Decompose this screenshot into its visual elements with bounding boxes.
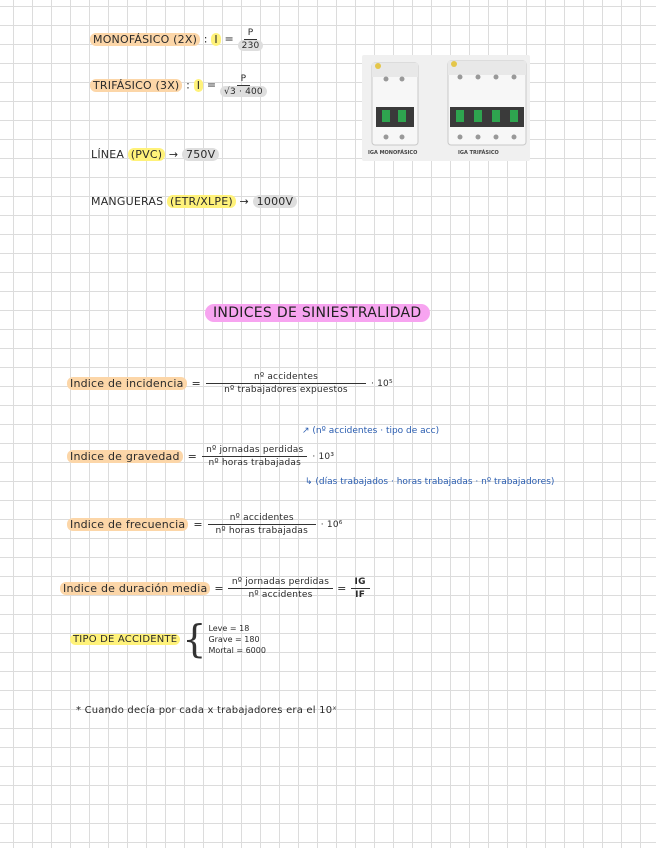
incidencia-label: Indice de incidencia [67, 377, 187, 390]
indice-incidencia-row [67, 372, 393, 395]
breaker-photo [362, 55, 530, 161]
gravedad-label: Indice de gravedad [67, 450, 183, 463]
tipo-accidente-block [70, 617, 266, 661]
incidencia-fraction [206, 372, 366, 395]
monofasico-numerator: P [244, 28, 258, 40]
mangueras-material: (ETR/XLPE) [167, 195, 236, 208]
gravedad-note-top-text: (nº accidentes · tipo de acc) [312, 426, 440, 436]
gravedad-note-bottom-text: (días trabajados · horas trabajadas · nº trabajadores) [315, 477, 555, 487]
duracion-equals: = [214, 582, 224, 595]
duracion-fraction [228, 577, 333, 600]
footnote: * Cuando decía por cada x trabajadores era el 10ˣ [76, 705, 337, 716]
duracion-numerator-2: IG [351, 577, 370, 589]
mangueras-voltage: 1000V [253, 195, 298, 208]
frecuencia-equals: = [193, 518, 203, 531]
gravedad-multiplier: · 10³ [312, 451, 335, 462]
note-arrow-down-icon: ↳ [305, 477, 313, 487]
indice-gravedad-row [67, 445, 334, 468]
frecuencia-denominator: nº horas trabajadas [215, 526, 309, 536]
duracion-label: Indice de duración media [60, 582, 210, 595]
gravedad-equals: = [187, 450, 198, 463]
linea-voltage: 750V [182, 148, 219, 161]
indice-frecuencia-row [67, 513, 343, 536]
left-brace-icon: { [182, 617, 207, 661]
duracion-fraction-2 [351, 577, 370, 600]
trifasico-current-symbol: I [194, 79, 203, 92]
frecuencia-label: Indice de frecuencia [67, 518, 188, 531]
gravedad-note-bottom [305, 477, 554, 487]
section-title [205, 305, 430, 321]
duracion-denominator-2: IF [355, 590, 366, 600]
tipo-accidente-mortal: Mortal = 6000 [208, 645, 266, 655]
monofasico-denominator: 230 [238, 40, 264, 51]
monofasico-fraction [238, 28, 264, 51]
trifasico-label: TRIFÁSICO (3X) [90, 79, 182, 92]
tipo-accidente-label: TIPO DE ACCIDENTE [70, 634, 180, 645]
gravedad-note-top [302, 426, 439, 436]
trifasico-equals: = [206, 78, 217, 92]
section-title-text: INDICES DE SINIESTRALIDAD [205, 304, 430, 322]
duracion-equals-2: = [337, 582, 347, 595]
monofasico-formula [90, 28, 263, 51]
tipo-accidente-leve: Leve = 18 [208, 623, 250, 633]
monofasico-label: MONOFÁSICO (2X) [90, 33, 200, 46]
trifasico-numerator: P [237, 74, 251, 86]
gravedad-fraction [202, 445, 307, 468]
breaker-caption-left: IGA MONOFÁSICO [368, 150, 418, 156]
linea-label: LÍNEA [91, 148, 125, 161]
monofasico-colon: : [203, 32, 208, 46]
tipo-accidente-grave: Grave = 180 [208, 634, 260, 644]
three-phase-breaker-icon [448, 61, 526, 145]
breaker-illustration [362, 55, 530, 161]
linea-pvc-row [91, 148, 219, 161]
monofasico-equals: = [224, 32, 234, 46]
mangueras-arrow: → [239, 195, 249, 208]
linea-arrow: → [168, 148, 179, 161]
trifasico-formula [90, 74, 267, 97]
note-arrow-up-icon: ↗ [302, 426, 310, 436]
frecuencia-fraction [208, 513, 316, 536]
frecuencia-numerator: nº accidentes [208, 513, 316, 525]
gravedad-denominator: nº horas trabajadas [208, 458, 301, 468]
tipo-accidente-list [208, 624, 266, 655]
single-phase-breaker-icon [372, 63, 418, 145]
incidencia-denominator: nº trabajadores expuestos [224, 385, 348, 395]
duracion-numerator: nº jornadas perdidas [228, 577, 333, 589]
incidencia-multiplier: · 10⁵ [370, 378, 393, 389]
gravedad-numerator: nº jornadas perdidas [202, 445, 307, 457]
incidencia-numerator: nº accidentes [206, 372, 366, 384]
trifasico-denominator: √3 · 400 [220, 86, 267, 97]
mangueras-row [91, 195, 297, 208]
breaker-caption-right: IGA TRIFÁSICO [458, 150, 499, 156]
duracion-denominator: nº accidentes [248, 590, 313, 600]
monofasico-current-symbol: I [211, 33, 220, 46]
incidencia-equals: = [191, 377, 201, 390]
trifasico-fraction [220, 74, 267, 97]
mangueras-label: MANGUERAS [91, 195, 164, 208]
frecuencia-multiplier: · 10⁶ [320, 519, 343, 530]
indice-duracion-row [60, 577, 370, 600]
trifasico-colon: : [186, 78, 191, 92]
linea-material: (PVC) [128, 148, 165, 161]
